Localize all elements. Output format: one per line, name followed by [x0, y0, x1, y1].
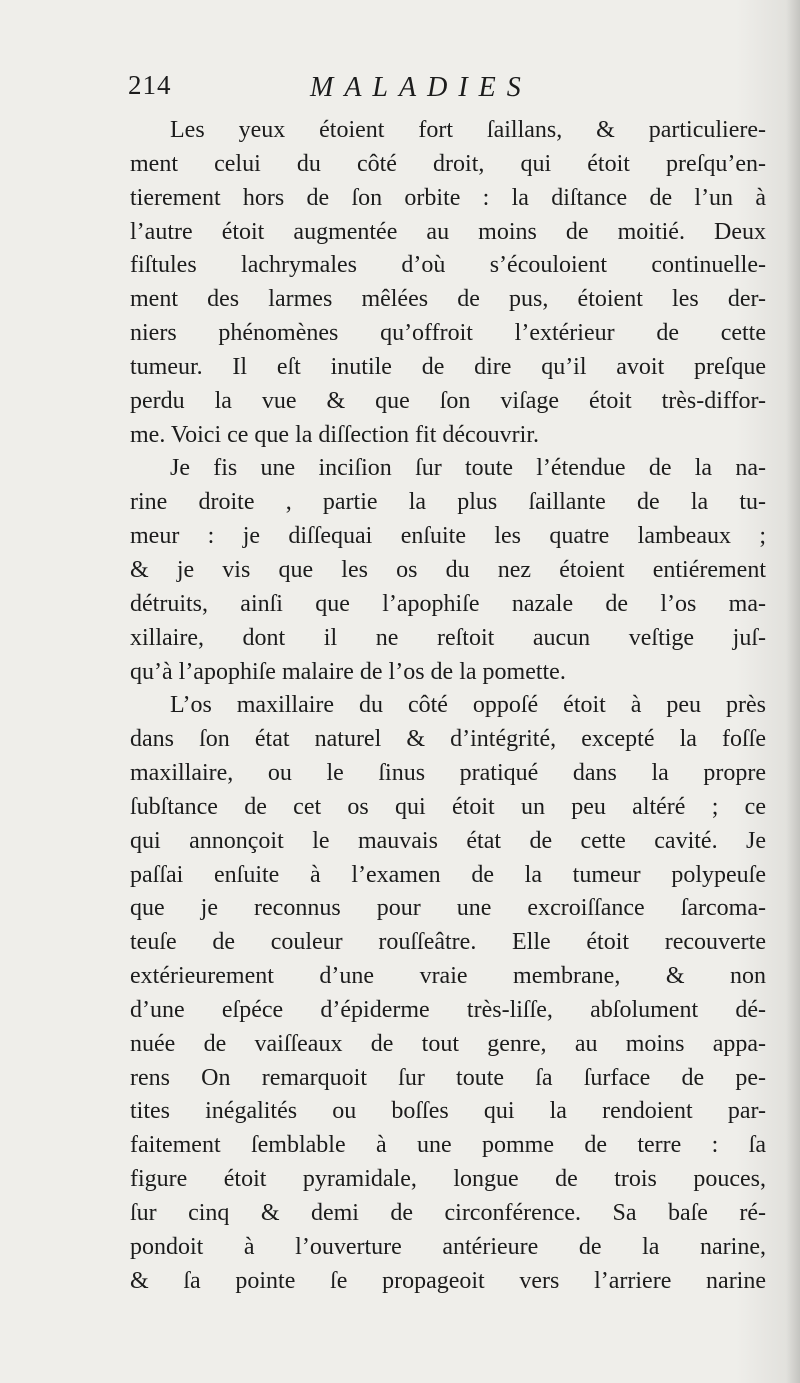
text-line: tumeur. Il eſt inutile de dire qu’il avoit preſque — [130, 353, 766, 380]
text-line: teuſe de couleur rouſſeâtre. Elle étoit recouverte — [130, 929, 766, 956]
text-line: xillaire, dont il ne reſtoit aucun veſtige juſ- — [130, 624, 766, 651]
text-line: perdu la vue & que ſon viſage étoit très-diffor- — [130, 387, 766, 414]
text-line: faitement ſemblable à une pomme de terre : ſa — [130, 1132, 766, 1159]
text-line: que je reconnus pour une excroiſſance ſarcoma- — [130, 895, 766, 922]
text-line: figure étoit pyramidale, longue de trois pouces, — [130, 1166, 766, 1193]
text-line: ſur cinq & demi de circonférence. Sa baſe ré- — [130, 1200, 766, 1226]
text-line: rine droite , partie la plus ſaillante de la tu- — [130, 489, 766, 516]
text-line: détruits, ainſi que l’apophiſe nazale de l’os ma- — [130, 590, 766, 617]
page-edge-shadow — [786, 0, 800, 1383]
body-text — [130, 114, 766, 1299]
text-line: meur : je diſſequai enſuite les quatre lambeaux ; — [130, 523, 766, 550]
page-number: 214 — [128, 70, 172, 100]
text-line: niers phénomènes qu’offroit l’extérieur de cette — [130, 320, 766, 347]
text-line: & je vis que les os du nez étoient entiérement — [130, 556, 766, 583]
text-line: ment des larmes mêlées de pus, étoient les der- — [130, 286, 766, 313]
text-line: fiſtules lachrymales d’où s’écouloient continuelle- — [130, 252, 766, 279]
text-line: Je fis une inciſion ſur toute l’étendue de la na- — [170, 455, 766, 482]
text-line: & ſa pointe ſe propageoit vers l’arriere narine — [130, 1267, 766, 1294]
text-line: qui annonçoit le mauvais état de cette cavité. Je — [130, 827, 766, 854]
text-line: rens On remarquoit ſur toute ſa ſurface de pe- — [130, 1064, 766, 1091]
text-line: qu’à l’apophiſe malaire de l’os de la pomette. — [130, 658, 566, 685]
text-line: maxillaire, ou le ſinus pratiqué dans la propre — [130, 760, 766, 787]
running-head — [128, 70, 688, 110]
text-line: Les yeux étoient fort ſaillans, & particuliere- — [170, 117, 766, 143]
text-line: ment celui du côté droit, qui étoit preſqu’en- — [130, 150, 766, 177]
text-line: me. Voici ce que la diſſection fit découvrir. — [130, 421, 539, 448]
text-line: extérieurement d’une vraie membrane, & non — [130, 963, 766, 990]
text-line: tites inégalités ou boſſes qui la rendoient par- — [130, 1098, 766, 1125]
running-title: MALADIES — [310, 72, 532, 103]
text-line: tierement hors de ſon orbite : la diſtance de l’un à — [130, 184, 766, 211]
text-line: d’une eſpéce d’épiderme très-liſſe, abſolument dé- — [130, 996, 766, 1023]
text-line: paſſai enſuite à l’examen de la tumeur polypeuſe — [130, 861, 766, 888]
text-line: l’autre étoit augmentée au moins de moitié. Deux — [130, 218, 766, 245]
text-line: L’os maxillaire du côté oppoſé étoit à peu près — [170, 692, 766, 719]
text-line: ſubſtance de cet os qui étoit un peu altéré ; ce — [130, 793, 766, 820]
text-line: nuée de vaiſſeaux de tout genre, au moins appa- — [130, 1030, 766, 1057]
text-line: dans ſon état naturel & d’intégrité, excepté la foſſe — [130, 726, 766, 753]
text-line: pondoit à l’ouverture antérieure de la narine, — [130, 1233, 766, 1260]
